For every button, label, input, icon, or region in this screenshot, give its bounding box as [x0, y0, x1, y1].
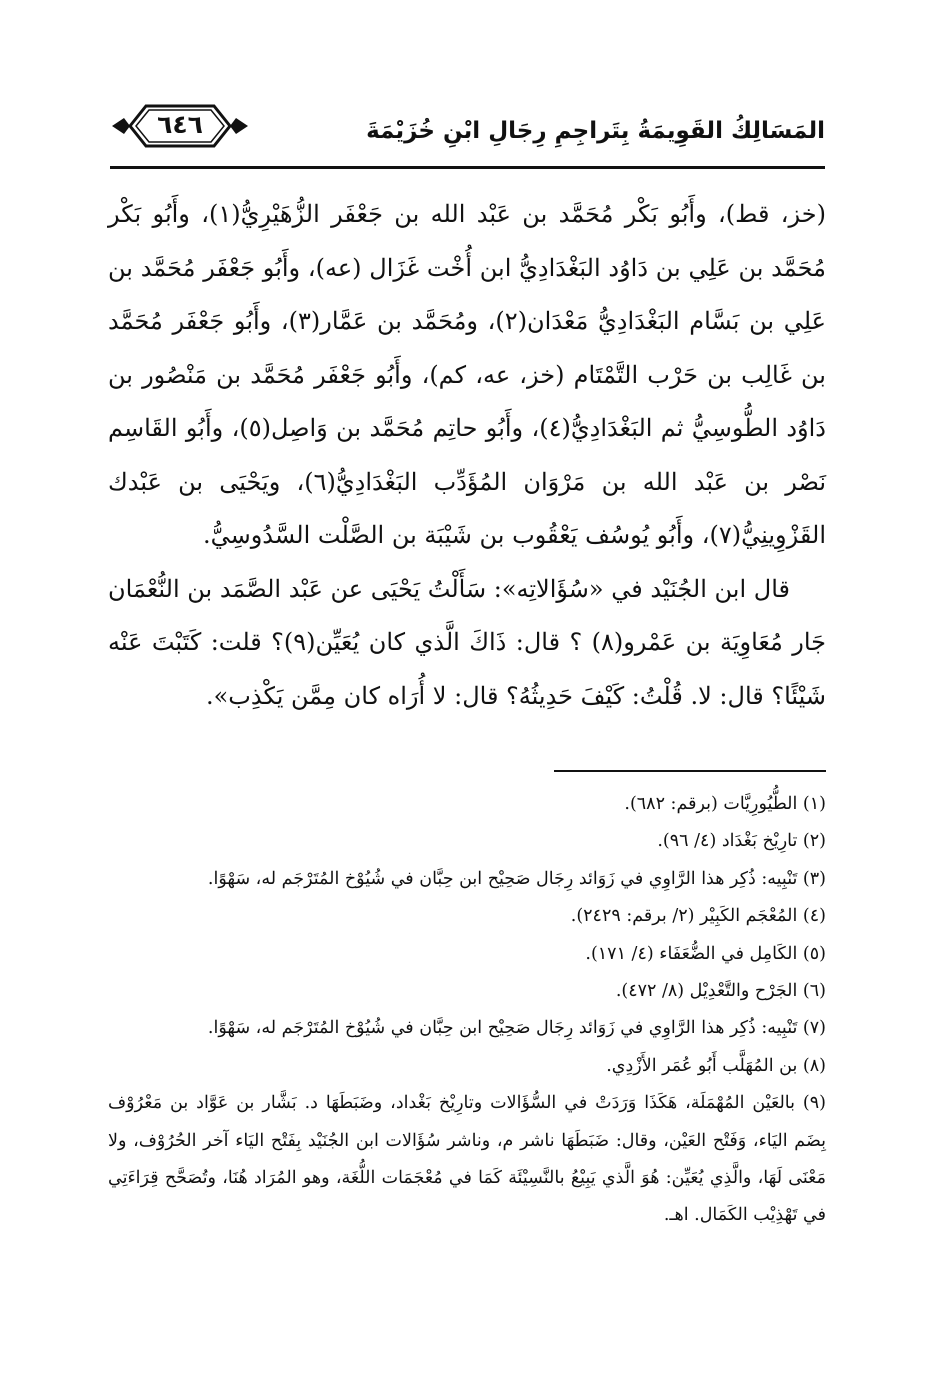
footnote: (٥) الكَامِل في الضُّعَفَاء (٤/ ١٧١).	[585, 943, 826, 964]
header-rule	[110, 166, 825, 169]
page-header	[110, 92, 825, 172]
footnote: (٩) بالعَيْن المُهْمَلَة، هَكَذَا وَرَدَتْ في السُّؤَالات وتارِيْخ بَغْداد، وضَبَطَهَا د. بَشَّار بن عَوَّاد بن مَعْرُوْف بِضَم اليَاء، وَفَتْح العَيْن، وقال: ضَبَطَهَا ناشر م، وناشر سُؤَالات ابن الجُنَيْد بِفَتْح اليَاء آخر الحُرُوْف، ولا مَعْنَى لَهَا، والَّذِي يُعَيِّن: هُوَ الَّذي يَبِيْعُ بالنَّسِيْئَة كَمَا في مُعْجَمَات اللُّغَة، وهو المُرَاد هُنَا، وتُصَحَّح قِرَاءَتِي في تَهْذِيْب الكَمَال. اهـ.	[108, 1093, 826, 1226]
footnote: (٨) بن المُهَلَّب أَبُو عُمَر الأَزْدِي.	[606, 1055, 826, 1076]
footnotes	[108, 786, 826, 1235]
footnote-separator	[554, 770, 826, 772]
footnote: (٢) تارِيْخ بَغْدَاد (٤/ ٩٦).	[657, 831, 826, 852]
page-number: ٦٤٦	[157, 110, 203, 139]
page-number-badge	[110, 98, 250, 154]
footnote: (٦) الجَرْح والتَّعْدِيْل (٨/ ٤٧٢).	[615, 981, 826, 1002]
paragraph: (خز، قط)، وأَبُو بَكْر مُحَمَّد بن عَبْد الله بن جَعْفَر الزُّهَيْرِيُّ(١)، وأَبُو بَكْر مُحَمَّد بن عَلِي بن دَاوُد البَغْدَادِيُّ ابن أُخْت غَزَال (عه)، وأَبُو جَعْفَر مُحَمَّد بن عَلِي بن بَسَّام البَغْدَادِيُّ مَعْدَان(٢)، ومُحَمَّد بن عَمَّار(٣)، وأَبُو جَعْفَر مُحَمَّد بن غَالِب بن حَرْب التَّمْتَام (خز، عه، كم)، وأَبُو جَعْفَر مُحَمَّد بن مَنْصُور بن دَاوُد الطُّوسِيُّ ثم البَغْدَادِيُّ(٤)، وأَبُو حاتِم مُحَمَّد بن وَاصِل(٥)، وأَبُو القَاسِم نَصْر بن عَبْد الله بن مَرْوَان المُؤَدِّب البَغْدَادِيُّ(٦)، ويَحْيَى بن عَبْدك القَزْوِينِيُّ(٧)، وأَبُو يُوسُف يَعْقُوب بن شَيْبَة بن الصَّلْت السَّدُوسِيُّ.	[108, 200, 826, 549]
footnote: (١) الطُّيُورِيَّات (برقم: ٦٨٢).	[624, 794, 826, 814]
footnote: (٤) المُعْجَم الكَبِيْر (٢/ برقم: ٢٤٢٩).	[570, 906, 826, 927]
running-title: المَسَالِكُ القَوِيمَةُ بِتَراجِمِ رِجَالِ ابْنِ خُزَيْمَةَ	[366, 118, 825, 144]
footnote: (٣) تَنْبِيه: ذُكِر هذا الرَّاوِي في زَوَائد رِجَال صَحِيْح ابن حِبَّان في شُيُوْخ المُتَرْجَم له، سَهْوًا.	[207, 868, 826, 889]
paragraph: قال ابن الجُنَيْد في «سُؤَالاتِه»: سَأَلْتُ يَحْيَى عن عَبْد الصَّمَد بن النُّعْمَان جَار مُعَاوِيَة بن عَمْرو(٨) ؟ قال: ذَاكَ الَّذي كان يُعَيِّن(٩)؟ قلت: كَتَبْتَ عَنْه شَيْئًا؟ قال: لا. قُلْتُ: كَيْفَ حَدِيثُهُ؟ قال: لا أُرَاه كان مِمَّن يَكْذِب».	[108, 574, 826, 710]
main-text	[108, 188, 826, 723]
footnote: (٧) تَنْبِيه: ذُكِر هذا الرَّاوِي في زَوَائد رِجَال صَحِيْح ابن حِبَّان في شُيُوْخ المُتَرْجَم له، سَهْوًا.	[207, 1018, 826, 1039]
